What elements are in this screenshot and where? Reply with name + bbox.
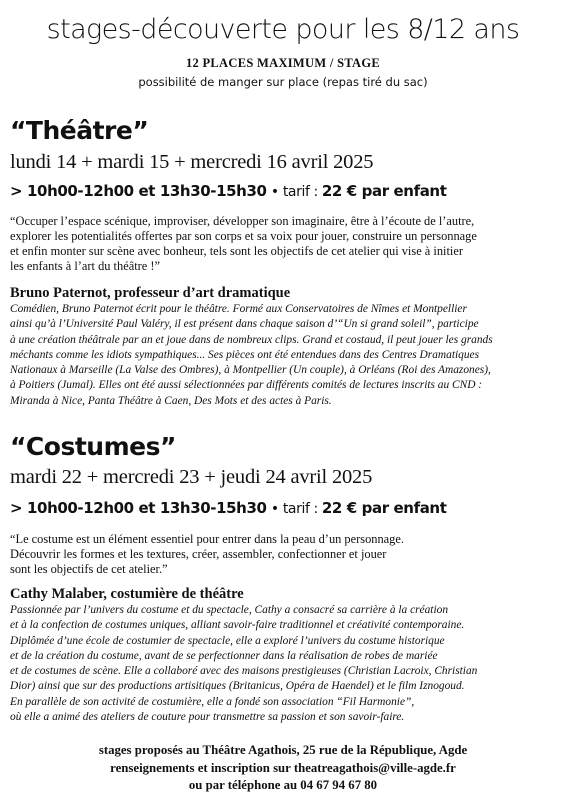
- quote-line: les enfants à l’art du théâtre !”: [10, 259, 160, 273]
- bio-line: En parallèle de son activité de costumière, elle a fondé son association “Fil Harmonie”,: [10, 695, 415, 708]
- quote-line: “Le costume est un élément essentiel pour entrer dans la peau d’un personnage.: [10, 532, 404, 546]
- theatre-tarif-value: 22 € par enfant: [321, 182, 447, 200]
- places-maximum-note: 12 PLACES MAXIMUM / STAGE: [185, 56, 381, 70]
- costumes-instructor-bio: [10, 603, 562, 725]
- costumes-section-title: “Costumes”: [10, 432, 176, 461]
- bio-line: méchants comme les idiots sympathiques... Ses pièces ont été entendues dans des Centres Dramatiques: [10, 348, 480, 361]
- costumes-tarif-value: 22 € par enfant: [321, 499, 447, 517]
- bio-line: Nationaux à Marseille (La Valse des Ombres), à Montpellier (Un couple), à Orléans (Roi des Amazones),: [10, 364, 491, 377]
- costumes-instructor-name: Cathy Malaber, costumière de théâtre: [10, 586, 244, 602]
- footer-venue: stages proposés au Théâtre Agathois, 25 rue de la République, Agde: [98, 743, 468, 757]
- theatre-section-title: “Théâtre”: [10, 116, 149, 145]
- bio-line: et de costumes de scène. Elle a collaboré avec des maisons prestigieuses (Christian Lacroix, Christian: [10, 665, 478, 678]
- costumes-hours: > 10h00-12h00 et 13h30-15h30: [10, 499, 267, 517]
- quote-line: sont les objectifs de cet atelier.”: [10, 562, 168, 576]
- bio-line: où elle a animé des ateliers de couture pour transmettre sa passion et son savoir-faire.: [10, 711, 405, 724]
- footer-info: [0, 742, 566, 795]
- theatre-dates: lundi 14 + mardi 15 + mercredi 16 avril 2025: [10, 151, 374, 173]
- costumes-tarif-label: • tarif :: [270, 501, 322, 517]
- bio-line: ainsi qu’à l’Université Paul Valéry, il est présent dans chaque saison d’“Un si grand soleil”, participe: [10, 318, 479, 331]
- bio-line: et à la confection de costumes uniques, alliant savoir-faire traditionnel et créativité contemporaine.: [10, 619, 465, 632]
- bio-line: Diplômée d’une école de costumier de spectacle, elle a exploré l’univers du costume historique: [10, 634, 445, 647]
- quote-line: et enfin monter sur scène avec bonheur, tels sont les objectifs de cet atelier qui vise à initier: [10, 244, 463, 258]
- bio-line: à Poitiers (Jumal). Elles ont été aussi sélectionnées par différents comités de lectures inscrits au CND :: [10, 379, 483, 392]
- meal-note: possibilité de manger sur place (repas tiré du sac): [138, 75, 428, 89]
- bio-line: à une création théâtrale par an et joue dans de nombreux clips. Grand et costaud, il peut jouer les grands: [10, 333, 493, 346]
- bio-line: Dior) ainsi que sur des productions artisitiques (Britanicus, Opéra de Haendel) et le film Iznogoud.: [10, 680, 465, 693]
- costumes-dates: mardi 22 + mercredi 23 + jeudi 24 avril 2025: [10, 466, 373, 488]
- costumes-quote: [10, 532, 510, 577]
- footer-contact-email: renseignements et inscription sur theatreagathois@ville-agde.fr: [110, 760, 456, 775]
- bio-line: Miranda à Nice, Panta Théâtre à Caen, Des Mots et des actes à Paris.: [10, 394, 332, 407]
- theatre-hours: > 10h00-12h00 et 13h30-15h30: [10, 182, 267, 200]
- quote-line: “Occuper l’espace scénique, improviser, développer son imaginaire, être à l’écoute de l’autre,: [10, 214, 475, 228]
- quote-line: explorer les potentialités offertes par son corps et sa voix pour jouer, construire un personnage: [10, 229, 477, 243]
- footer-contact-phone: ou par téléphone au 04 67 94 67 80: [188, 778, 378, 792]
- costumes-schedule: [10, 499, 446, 517]
- theatre-tarif-label: • tarif :: [270, 184, 322, 200]
- theatre-instructor-name: Bruno Paternot, professeur d’art dramatique: [10, 285, 291, 301]
- quote-line: Découvrir les formes et les textures, créer, assembler, confectionner et jouer: [10, 547, 387, 561]
- bio-line: Passionnée par l’univers du costume et du spectacle, Cathy a consacré sa carrière à la création: [10, 604, 449, 616]
- theatre-schedule: [10, 182, 446, 200]
- theatre-quote: [10, 214, 510, 274]
- theatre-instructor-bio: [10, 302, 562, 409]
- bio-line: Comédien, Bruno Paternot écrit pour le théâtre. Formé aux Conservatoires de Nîmes et Montpellier: [10, 303, 467, 315]
- bio-line: et de la création du costume, avant de se perfectionner dans la réalisation de robes de mariée: [10, 649, 438, 662]
- page-title: stages-découverte pour les 8/12 ans: [46, 14, 520, 45]
